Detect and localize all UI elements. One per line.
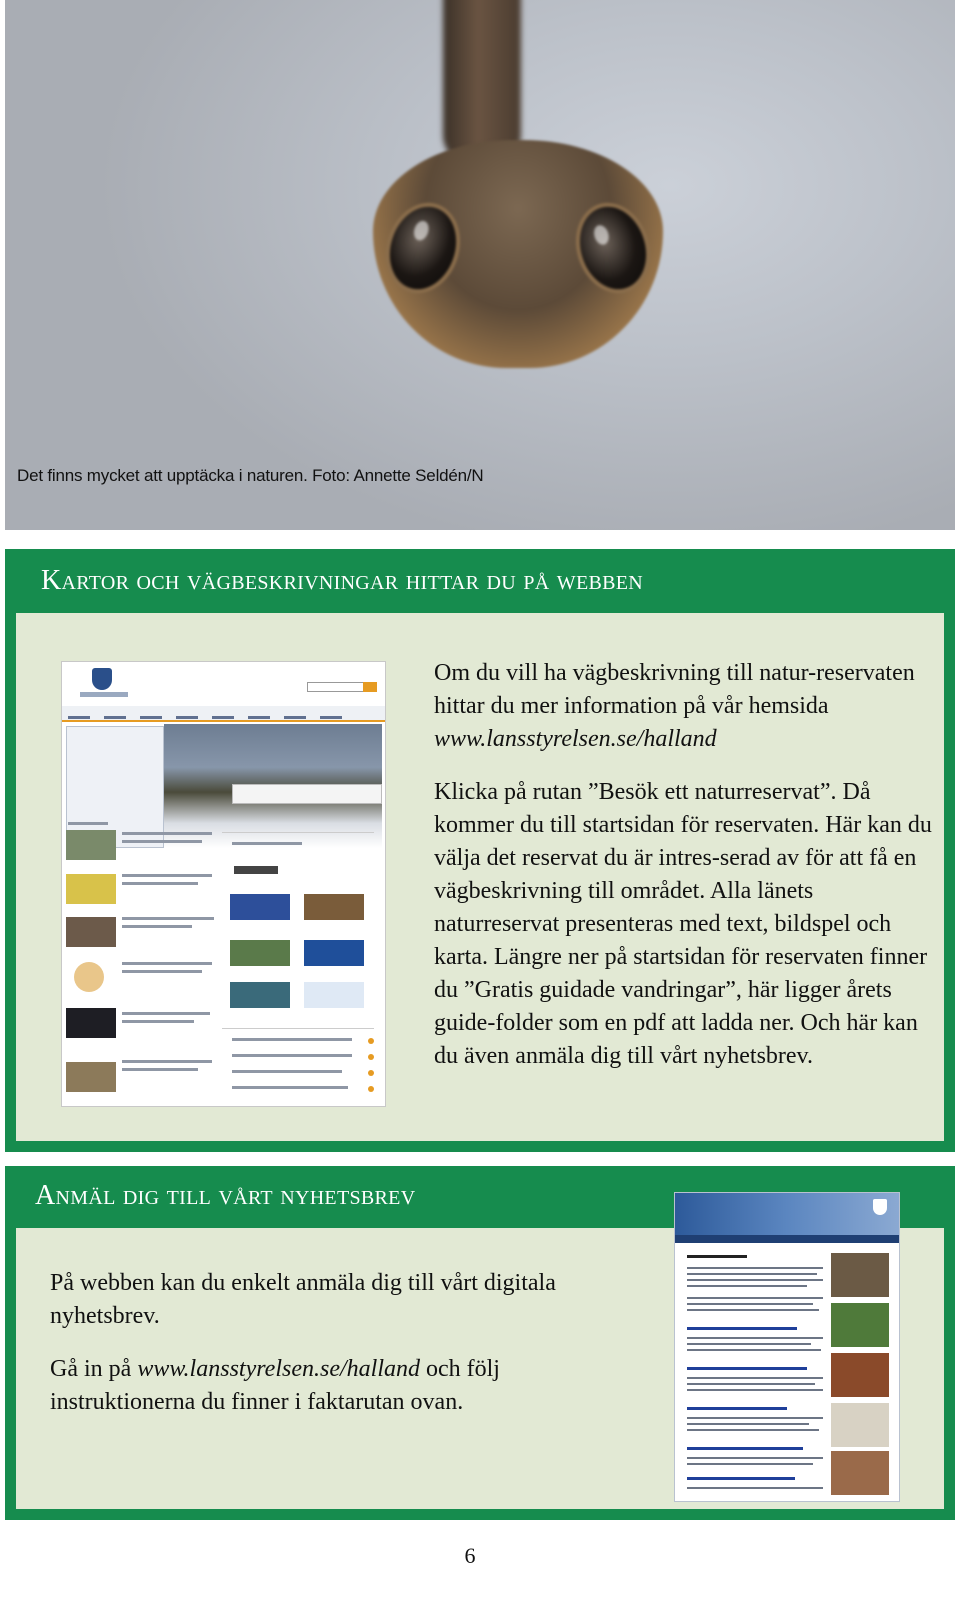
page-number: 6 xyxy=(464,1543,476,1568)
crest-icon xyxy=(92,668,112,690)
newsletter-photo xyxy=(831,1403,889,1447)
newsletter-photo xyxy=(831,1303,889,1347)
website-url[interactable]: www.lansstyrelsen.se/halland xyxy=(137,1356,420,1382)
newsletter-banner xyxy=(675,1193,899,1235)
website-url[interactable]: www.lansstyrelsen.se/halland xyxy=(434,726,717,752)
snake-head xyxy=(373,140,663,368)
newsletter-paragraph-1: På webben kan du enkelt anmäla dig till vårt digitala nyhetsbrev. xyxy=(50,1270,556,1329)
web-maps-box-header xyxy=(5,549,955,613)
photo-caption: Det finns mycket att upptäcka i naturen. Foto: Annette Seldén/N xyxy=(17,466,484,485)
newsletter-box-text xyxy=(50,1267,610,1439)
newsletter-screenshot xyxy=(674,1192,900,1502)
newsletter-photo xyxy=(831,1253,889,1297)
snake-right-eye xyxy=(565,193,662,303)
web-maps-box-text xyxy=(434,657,934,1093)
website-screenshot xyxy=(61,661,386,1107)
web-maps-box xyxy=(5,549,955,1152)
newsletter-box-title: Anmäl dig till vårt nyhetsbrev xyxy=(35,1180,416,1211)
snake-left-eye xyxy=(375,193,472,303)
crest-icon xyxy=(873,1199,887,1215)
web-maps-paragraph-2: Klicka på rutan ”Besök ett naturreservat”. Då kommer du till startsidan för reservaten. Här kan du välja det reservat du är intres-serad av för att få en vägbeskrivning till området. Alla länets naturreservat presenteras med text, bildspel och karta. Längre ner på startsidan för reservaten finner du ”Gratis guidade vandringar”, här ligger årets guide-folder som en pdf att ladda ner. Och här kan du även anmäla dig till vårt nyhetsbrev. xyxy=(434,779,932,1069)
snake-photo xyxy=(5,0,955,530)
newsletter-photo xyxy=(831,1353,889,1397)
site-nav-bar xyxy=(62,706,385,722)
web-maps-box-title: Kartor och vägbeskrivningar hittar du på webben xyxy=(41,565,644,596)
newsletter-photo xyxy=(831,1451,889,1495)
newsletter-box xyxy=(5,1166,955,1520)
web-maps-paragraph-1: Om du vill ha vägbeskrivning till natur-reservaten hittar du mer information på vår hemsida www.lansstyrelsen.se/halland xyxy=(434,660,915,752)
newsletter-paragraph-2: Gå in på www.lansstyrelsen.se/halland och följ instruktionerna du finner i faktarutan ovan. xyxy=(50,1356,500,1415)
